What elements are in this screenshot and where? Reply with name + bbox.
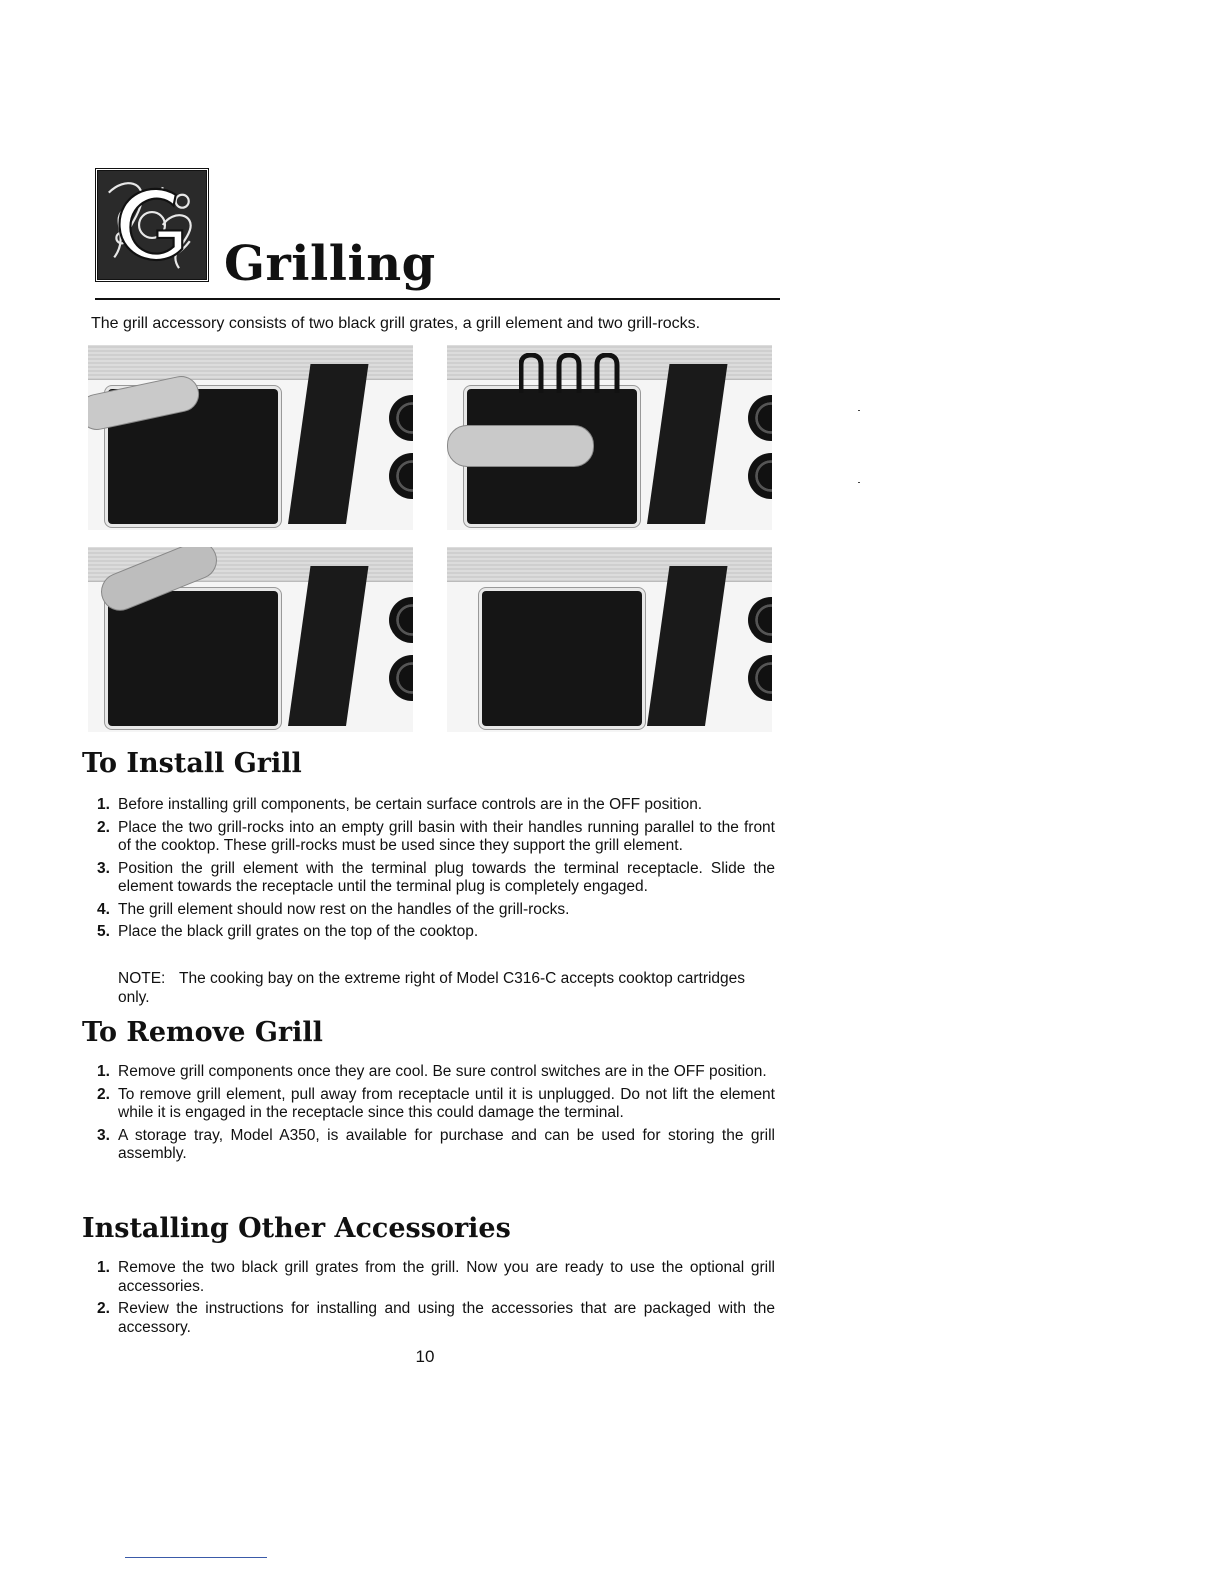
title-divider [95, 298, 780, 300]
list-item: 2. Review the instructions for installing and using the accessories that are packaged with the accessory. [97, 1300, 775, 1336]
list-item: 4. The grill element should now rest on the handles of the grill-rocks. [97, 900, 570, 918]
list-item: 5. Place the black grill grates on the top of the cooktop. [97, 923, 479, 940]
install-note [118, 970, 778, 1007]
list-item: 1. Before installing grill components, be certain surface controls are in the OFF position. [97, 796, 703, 813]
photo-grill-installed [447, 547, 772, 732]
heading-installing-other-accessories: Installing Other Accessories [82, 1213, 511, 1244]
list-item: 1. Remove the two black grill grates from the grill. Now you are ready to use the optional grill accessories. [97, 1259, 775, 1295]
footer-rule [125, 1557, 267, 1558]
note-label: NOTE: [118, 970, 166, 987]
photo-install-grill-element [447, 345, 772, 530]
install-steps [95, 796, 775, 946]
heading-remove-grill: To Remove Grill [82, 1017, 323, 1048]
page-number: 10 [415, 1347, 435, 1366]
ornamental-initial-g-icon [95, 168, 209, 282]
list-item: 1. Remove grill components once they are cool. Be sure control switches are in the OFF position. [97, 1063, 767, 1080]
heading-install-grill: To Install Grill [82, 748, 302, 779]
list-item: 3. Position the grill element with the terminal plug towards the terminal receptacle. Slide the element towards the receptacle until the terminal plug is completely engaged. [97, 859, 775, 895]
list-item: 2. To remove grill element, pull away from receptacle until it is unplugged. Do not lift the element while it is engaged in the receptacle since this could damage the terminal. [97, 1085, 775, 1121]
list-item: 3. A storage tray, Model A350, is available for purchase and can be used for storing the grill assembly. [97, 1126, 775, 1162]
intro-text: The grill accessory consists of two black grill grates, a grill element and two grill-rocks. [91, 315, 701, 332]
note-text: The cooking bay on the extreme right of Model C316-C accepts cooktop cartridges only. [118, 970, 746, 1006]
remove-steps [95, 1063, 775, 1168]
list-item: 2. Place the two grill-rocks into an empty grill basin with their handles running parallel to the front of the cooktop. These grill-rocks must be used since they support the grill element. [97, 818, 775, 854]
page-title: Grilling [224, 236, 436, 292]
accessories-steps [95, 1259, 775, 1341]
photo-install-grill-grates [88, 547, 413, 732]
photo-install-grill-rocks [88, 345, 413, 530]
